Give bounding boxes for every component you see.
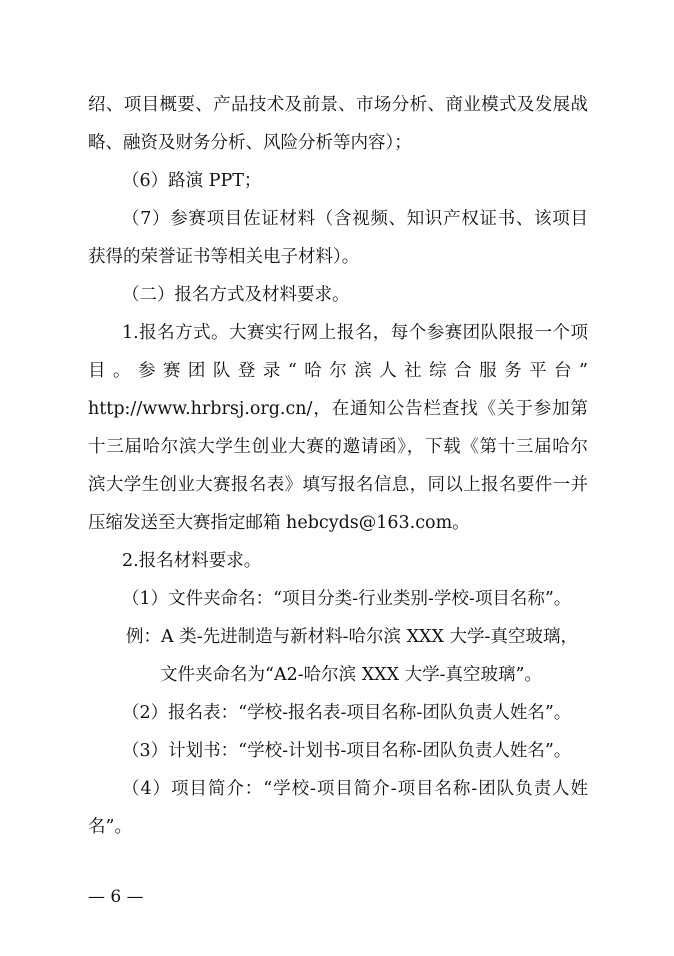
body-text-line: 十三届哈尔滨大学生创业大赛的邀请函》，下载《第十三届哈尔 — [88, 437, 588, 457]
body-text-line: （2）报名表：“学校-报名表-项目名称-团队负责人姓名”。 — [122, 703, 572, 723]
body-text-line: （7）参赛项目佐证材料（含视频、知识产权证书、该项目 — [122, 209, 588, 229]
body-text-line: （1）文件夹命名：“项目分类-行业类别-学校-项目名称”。 — [122, 589, 572, 609]
section-heading: （二）报名方式及材料要求。 — [122, 285, 350, 305]
body-text-line: 绍、项目概要、产品技术及前景、市场分析、商业模式及发展战 — [88, 95, 588, 115]
body-text-line: （3）计划书：“学校-计划书-项目名称-团队负责人姓名”。 — [122, 741, 572, 761]
body-text-line: （4）项目简介：“学校-项目简介-项目名称-团队负责人姓 — [122, 779, 588, 799]
body-text-line: 1.报名方式。大赛实行网上报名，每个参赛团队限报一个项 — [122, 323, 588, 343]
body-text-line: 名”。 — [88, 817, 132, 837]
example-line: 文件夹命名为“A2-哈尔滨 XXX 大学-真空玻璃”。 — [160, 665, 542, 685]
example-line: 例：A 类-先进制造与新材料-哈尔滨 XXX 大学-真空玻璃， — [126, 627, 578, 647]
body-text-line: 压缩发送至大赛指定邮箱 hebcyds@163.com。 — [88, 513, 470, 533]
body-text-line: 获得的荣誉证书等相关电子材料）。 — [88, 247, 360, 267]
page-number: — 6 — — [88, 887, 144, 907]
body-text-line: 滨大学生创业大赛报名表》填写报名信息，同以上报名要件一并 — [88, 475, 588, 495]
body-text-line: （6）路演 PPT； — [122, 171, 262, 191]
body-text-line: 目。参赛团队登录“哈尔滨人社综合服务平台” — [88, 361, 588, 381]
body-text-line: http://www.hrbrsj.org.cn/，在通知公告栏查找《关于参加第 — [88, 399, 588, 419]
body-text-line: 2.报名材料要求。 — [122, 551, 262, 571]
body-text-line: 略、融资及财务分析、风险分析等内容）； — [88, 133, 412, 153]
